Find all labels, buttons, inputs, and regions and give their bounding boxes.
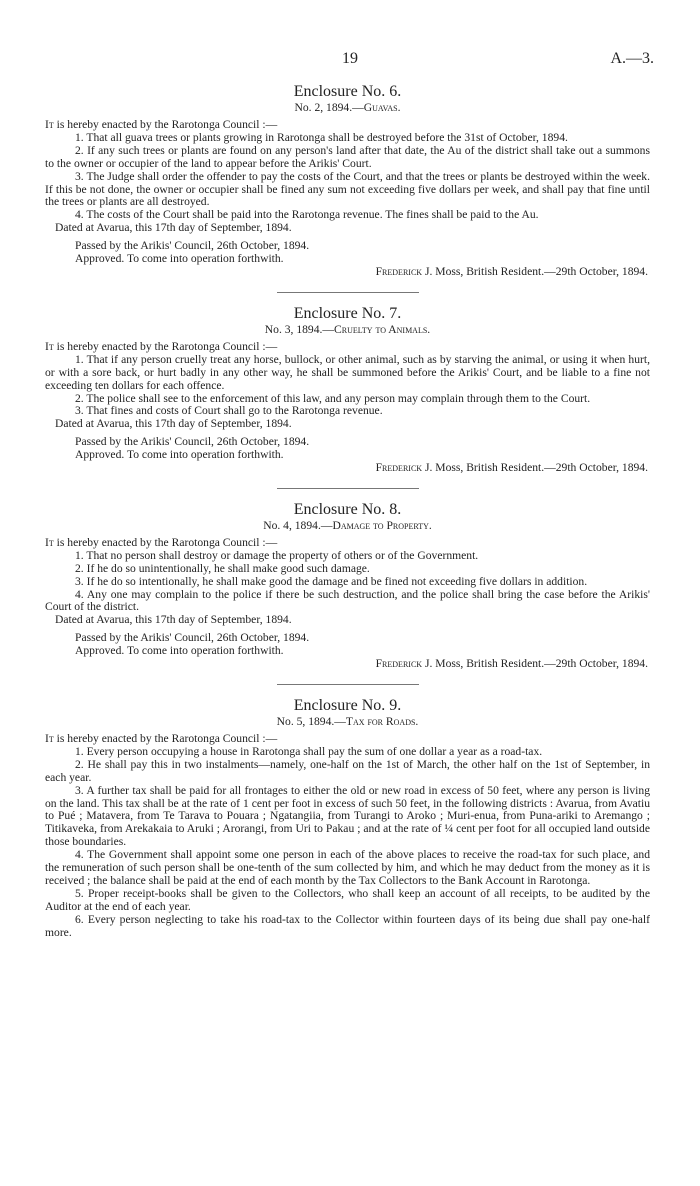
clause: 2. If any such trees or plants are found on any person's land after that date, the Au of the district shall take out a summons to the owner or occupier of the land to appear before the Arikis' Court.: [45, 143, 650, 170]
enactment-intro: [45, 341, 650, 354]
intro-text: is hereby enacted by the Rarotonga Council :—: [53, 535, 278, 549]
page-content: [45, 82, 650, 940]
signature-line: [45, 462, 650, 475]
approved-line: Approved. To come into operation forthwith.: [75, 448, 284, 462]
clause: 1. That all guava trees or plants growing in Rarotonga shall be destroyed before the 31st of October, 1894.: [75, 130, 568, 144]
document-reference: A.—3.: [610, 50, 654, 67]
enactment-intro: [45, 733, 650, 746]
passed-line: Passed by the Arikis' Council, 26th October, 1894.: [75, 631, 310, 645]
enclosure-section: [45, 82, 650, 279]
ordinance-number: No. 2, 1894.—: [294, 101, 364, 114]
clause: 3. A further tax shall be paid for all frontages to either the old or new road in excess of 50 feet, where any person is living on the land. This tax shall be at the rate of 1 cent per foot in excess of such 50 feet, in the following districts : Avarua, from Avatiu to Pué ; Matavera, from Te Tarava to Pouara ; Ngatangiia, from Turangi to Aroko ; Muri-enua, from Puna-ariki to Aremango ; Titikaveka, from Arekakaia to Aruki ; Arorangi, from Uri to Pakau ; and at the rate of ¼ cent per foot for all occupied land outside those boundaries.: [45, 783, 650, 849]
page-header: [0, 50, 700, 70]
clause: 2. The police shall see to the enforcement of this law, and any person may complain through them to the Court.: [75, 391, 591, 405]
ordinance-heading: [45, 715, 650, 729]
enclosure-title: Enclosure No. 9.: [293, 697, 402, 714]
dated-line: Dated at Avarua, this 17th day of September, 1894.: [55, 613, 292, 627]
signature-rest: J. Moss, British Resident.—29th October, 1894.: [422, 264, 648, 278]
signature-rest: J. Moss, British Resident.—29th October, 1894.: [422, 461, 648, 475]
intro-text: is hereby enacted by the Rarotonga Council :—: [53, 732, 278, 745]
intro-first-word: It: [45, 339, 54, 353]
ordinance-heading: [45, 101, 650, 115]
page-number: 19: [342, 50, 358, 67]
intro-text: is hereby enacted by the Rarotonga Council :—: [53, 339, 278, 353]
clause: 3. That fines and costs of Court shall go to the Rarotonga revenue.: [75, 404, 383, 418]
passed-line: Passed by the Arikis' Council, 26th October, 1894.: [75, 239, 310, 253]
signatory-name: Frederick: [375, 461, 423, 475]
clause: 5. Proper receipt-books shall be given to the Collectors, who shall keep an account of all receipts, to be audited by the Auditor at the end of each year.: [45, 886, 650, 913]
intro-text: is hereby enacted by the Rarotonga Council :—: [53, 118, 278, 131]
passed-line: Passed by the Arikis' Council, 26th October, 1894.: [75, 435, 310, 449]
enactment-intro: [45, 537, 650, 550]
ordinance-number: No. 4, 1894.—: [263, 518, 333, 532]
clause: 4. Any one may complain to the police if there be such destruction, and the police shall bring the case before the Arikis' Court of the district.: [45, 587, 650, 614]
enclosure-title: Enclosure No. 8.: [293, 500, 402, 518]
clause: 2. If he do so unintentionally, he shall make good such damage.: [75, 561, 370, 575]
signatory-name: Frederick: [375, 264, 423, 278]
clause: 6. Every person neglecting to take his road-tax to the Collector within fourteen days of its being due shall pay one-half more.: [45, 912, 650, 939]
intro-first-word: It: [45, 535, 54, 549]
approved-line: Approved. To come into operation forthwith.: [75, 252, 284, 266]
clause: 4. The costs of the Court shall be paid into the Rarotonga revenue. The fines shall be paid to the Au.: [75, 208, 539, 222]
ordinance-number: No. 5, 1894.—: [276, 715, 346, 728]
intro-first-word: It: [45, 732, 54, 745]
ordinance-number: No. 3, 1894.—: [264, 322, 335, 336]
signatory-name: Frederick: [375, 657, 423, 671]
clause: 2. He shall pay this in two instalments—namely, one-half on the 1st of March, the other half on the 1st of September, in each year.: [45, 757, 650, 784]
signature-rest: J. Moss, British Resident.—29th October, 1894.: [422, 657, 648, 671]
ordinance-topic: Cruelty to Animals.: [334, 322, 431, 336]
signature-line: [45, 658, 650, 671]
intro-first-word: It: [45, 118, 54, 131]
enclosure-title: Enclosure No. 6.: [293, 83, 402, 100]
section-divider: [277, 292, 419, 293]
ordinance-heading: [45, 323, 650, 337]
enclosure-section: [45, 696, 650, 940]
clause: 3. The Judge shall order the offender to pay the costs of the Court, and that the trees or plants be destroyed within the week. If this be not done, the owner or occupier shall be fined any sum not exceeding five dollars per week, and shall pay that fine until the trees or plants are all destroyed.: [45, 169, 650, 209]
clause: 1. That no person shall destroy or damage the property of others or of the Government.: [75, 548, 479, 562]
enactment-intro: [45, 119, 650, 132]
ordinance-heading: [45, 519, 650, 533]
clause: 4. The Government shall appoint some one person in each of the above places to receive the road-tax for such place, and the remuneration of such person shall be one-tenth of the sum collected by him, and which he may deduct from the money as it is received ; the balance shall be paid at the end of each month by the Tax Collectors to the Bank Account in Rarotonga.: [45, 848, 650, 887]
section-divider: [277, 684, 419, 685]
approved-line: Approved. To come into operation forthwith.: [75, 644, 284, 658]
enclosure-section: [45, 304, 650, 475]
section-divider: [277, 488, 419, 489]
ordinance-topic: Damage to Property.: [332, 518, 432, 532]
signature-line: [45, 266, 650, 279]
clause: 1. That if any person cruelly treat any horse, bullock, or other animal, such as by starving the animal, or using it when hurt, or with a sore back, or hurt badly in any other way, he shall be summoned before the Arikis' Court, and be liable to a fine not exceeding ten dollars for each offence.: [45, 352, 650, 392]
clause: 3. If he do so intentionally, he shall make good the damage and be fined not exceeding five dollars in addition.: [75, 574, 588, 588]
enclosure-title: Enclosure No. 7.: [293, 304, 402, 322]
dated-line: Dated at Avarua, this 17th day of September, 1894.: [55, 417, 292, 431]
enclosure-section: [45, 500, 650, 671]
ordinance-topic: Tax for Roads.: [345, 715, 419, 728]
clause: 1. Every person occupying a house in Rarotonga shall pay the sum of one dollar a year as a road-tax.: [75, 744, 543, 758]
ordinance-topic: Guavas.: [363, 101, 401, 114]
dated-line: Dated at Avarua, this 17th day of September, 1894.: [55, 221, 292, 235]
